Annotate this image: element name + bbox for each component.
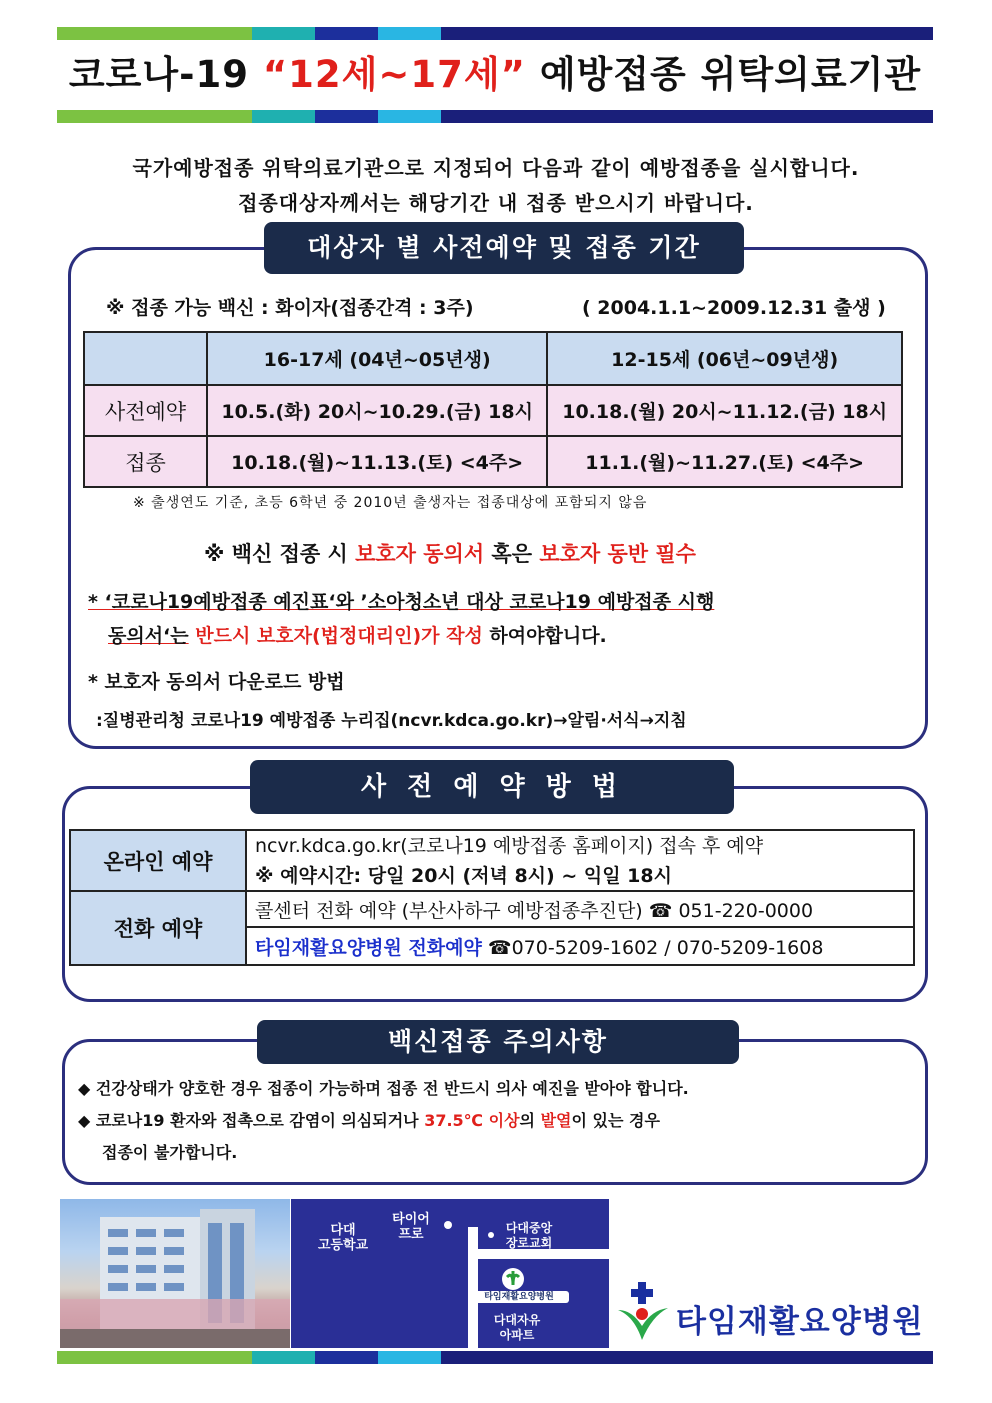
intro-line-2: 접종대상자께서는 해당기간 내 접종 받으시기 바랍니다. [238, 191, 754, 215]
reservation-tab: 사 전 예 약 방 법 [250, 760, 734, 814]
row-label-reservation: 사전예약 [84, 385, 207, 436]
schedule-tab: 대상자 별 사전예약 및 접종 기간 [264, 222, 744, 274]
birth-year-footnote: ※ 출생연도 기준, 초등 6학년 중 2010년 출생자는 접종대상에 포함되지 않음 [133, 495, 648, 511]
reservation-table [69, 829, 915, 966]
map-label-tire: 타이어 프로 [392, 1212, 430, 1242]
hospital-logo-icon [612, 1280, 676, 1344]
vaccine-note: ※ 접종 가능 백신 : 화이자(접종간격 : 3주) [106, 297, 474, 319]
birth-range: ( 2004.1.1~2009.12.31 출생 ) [582, 297, 886, 319]
map-label-high-school: 다대 고등학교 [317, 1223, 369, 1253]
download-method: * 보호자 동의서 다운로드 방법 [88, 671, 345, 693]
map-label-church: 다대중앙 장로교회 [505, 1221, 553, 1250]
table-header-16-17: 16-17세 (04년~05년생) [207, 332, 547, 385]
title-stripe [57, 110, 933, 123]
precaution-1: ◆ 건강상태가 양호한 경우 접종이 가능하며 접종 전 반드시 의사 예진을 받아야 합니다. [78, 1079, 689, 1098]
consent-required: ※ 백신 접종 시 보호자 동의서 혹은 보호자 동반 필수 [204, 542, 696, 566]
page-title: 코로나-19 “12세~17세” 예방접종 위탁의료기관 [68, 53, 922, 96]
table-header-12-15: 12-15세 (06년~09년생) [547, 332, 902, 385]
location-map [291, 1199, 609, 1348]
phone-callcenter: 콜센터 전화 예약 (부산사하구 예방접종추진단) ☎ 051-220-0000 [246, 891, 914, 927]
precaution-2: ◆ 코로나19 환자와 접촉으로 감염이 의심되거나 37.5℃ 이상의 발열이 있는 경우 [78, 1111, 660, 1130]
schedule-table [83, 331, 903, 488]
vaccination-16-17: 10.18.(월)~11.13.(토) <4주> [207, 436, 547, 487]
hospital-building-photo [60, 1199, 290, 1348]
row-label-vaccination: 접종 [84, 436, 207, 487]
table-header-empty [84, 332, 207, 385]
precautions-tab: 백신접종 주의사항 [257, 1020, 739, 1064]
building-illustration [60, 1199, 290, 1348]
precaution-2-cont: 접종이 불가합니다. [102, 1143, 238, 1162]
reservation-16-17: 10.5.(화) 20시~10.29.(금) 18시 [207, 385, 547, 436]
reservation-12-15: 10.18.(월) 20시~11.12.(금) 18시 [547, 385, 902, 436]
online-reservation-label: 온라인 예약 [70, 830, 246, 891]
vaccination-12-15: 11.1.(월)~11.27.(토) <4주> [547, 436, 902, 487]
map-label-hospital: 타임재활요양병원 [469, 1291, 569, 1303]
intro-line-1: 국가예방접종 위탁의료기관으로 지정되어 다음과 같이 예방접종을 실시합니다. [132, 156, 860, 180]
bottom-stripe [57, 1351, 933, 1364]
map-label-apartment: 다대자유 아파트 [493, 1313, 541, 1342]
hospital-logo-text: 타임재활요양병원 [676, 1304, 924, 1340]
consent-note-line-2: 동의서‘는 반드시 보호자(법정대리인)가 작성 하여야합니다. [108, 625, 607, 647]
phone-hospital: 타임재활요양병원 전화예약 ☎070-5209-1602 / 070-5209-1608 [246, 927, 914, 965]
online-reservation-site: ncvr.kdca.go.kr(코로나19 예방접종 홈페이지) 접속 후 예약 [246, 830, 914, 858]
top-stripe [57, 27, 933, 40]
online-reservation-time: ※ 예약시간: 당일 20시 (저녁 8시) ~ 익일 18시 [246, 858, 914, 891]
phone-reservation-label: 전화 예약 [70, 891, 246, 965]
download-path: :질병관리청 코로나19 예방접종 누리집(ncvr.kdca.go.kr)→알림·서식→지침 [96, 711, 687, 731]
consent-note-line-1: * ‘코로나19예방접종 예진표‘와 ’소아청소년 대상 코로나19 예방접종 시행 [88, 591, 715, 613]
